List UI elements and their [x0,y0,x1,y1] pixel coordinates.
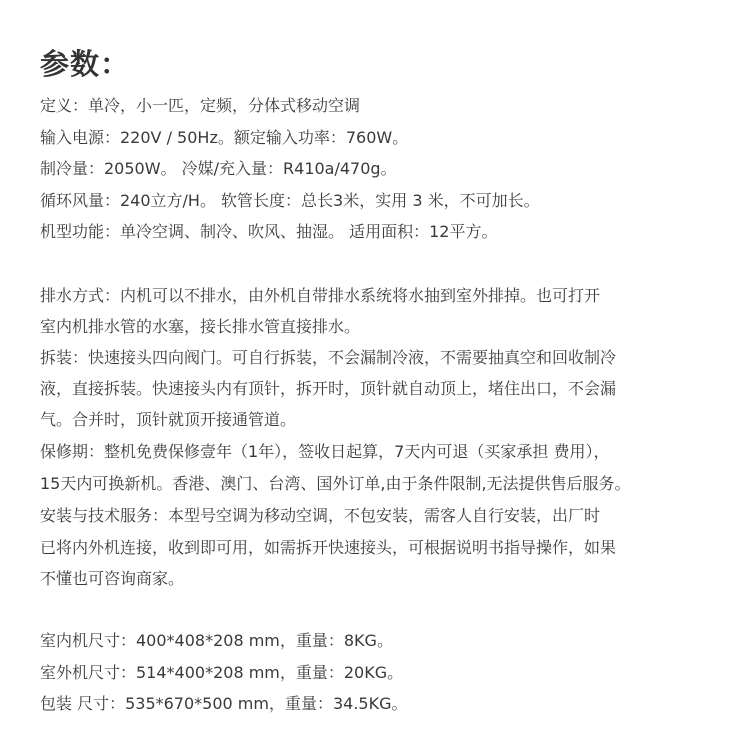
spec-line-disassembly-1: 拆装：快速接头四向阀门。可自行拆装，不会漏制冷液，不需要抽真空和回收制冷 [40,348,617,367]
spec-line-indoor-size: 室内机尺寸：400*408*208 mm，重量：8KG。 [40,631,393,650]
spec-line-outdoor-size: 室外机尺寸：514*400*208 mm，重量：20KG。 [40,663,404,682]
spec-line-package-size: 包装 尺寸：535*670*500 mm，重量：34.5KG。 [40,694,408,713]
spec-line-installation-3: 不懂也可咨询商家。 [40,569,185,588]
spec-line-functions: 机型功能：单冷空调、制冷、吹风、抽湿。 适用面积：12平方。 [40,222,498,241]
spec-line-warranty-2: 15天内可换新机。香港、澳门、台湾、国外订单,由于条件限制,无法提供售后服务。 [40,474,631,493]
spec-line-disassembly-3: 气。合并时，顶针就顶开接通管道。 [40,410,297,429]
spec-line-drainage-1: 排水方式：内机可以不排水，由外机自带排水系统将水抽到室外排掉。也可打开 [40,286,601,305]
spec-line-power: 输入电源：220V / 50Hz。额定输入功率：760W。 [40,128,409,147]
spec-line-definition: 定义：单冷，小一匹，定频，分体式移动空调 [40,96,361,115]
spec-line-warranty-1: 保修期：整机免费保修壹年（1年），签收日起算，7天内可退（买家承担 费用）， [40,442,610,461]
spec-line-installation-2: 已将内外机连接，收到即可用，如需拆开快速接头，可根据说明书指导操作，如果 [40,538,617,557]
page-title: 参数： [40,47,131,81]
spec-line-installation-1: 安装与技术服务：本型号空调为移动空调，不包安装，需客人自行安装，出厂时 [40,506,601,525]
spec-line-cooling: 制冷量：2050W。 冷媒/充入量：R410a/470g。 [40,159,397,178]
spec-line-drainage-2: 室内机排水管的水塞，接长排水管直接排水。 [40,317,361,336]
spec-line-airflow: 循环风量：240立方/H。 软管长度：总长3米，实用 3 米，不可加长。 [40,191,540,210]
spec-line-disassembly-2: 液，直接拆装。快速接头内有顶针，拆开时，顶针就自动顶上，堵住出口，不会漏 [40,379,617,398]
